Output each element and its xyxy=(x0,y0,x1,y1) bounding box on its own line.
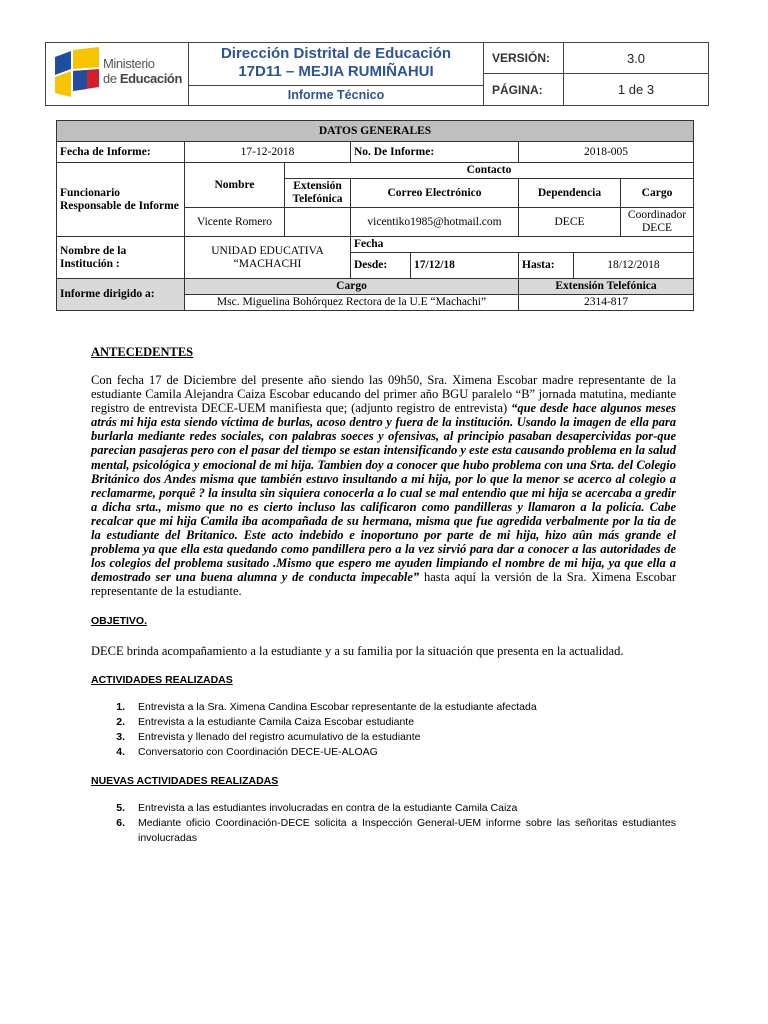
nombre-column-header: Nombre xyxy=(185,163,285,208)
desde-value: 17/12/18 xyxy=(411,253,519,279)
funcionario-nombre: Vicente Romero xyxy=(185,208,285,237)
list-item: 2. Entrevista a la estudiante Camila Caiza Escobar estudiante xyxy=(116,715,415,728)
antecedentes-paragraph xyxy=(91,373,676,599)
antecedentes-outro: hasta aquí la versión de la Sra. Ximena Escobar representante de la estudiante. xyxy=(91,570,676,599)
institucion-value-line2: “MACHACHI xyxy=(233,257,302,270)
hasta-value: 18/12/2018 xyxy=(574,253,694,279)
antecedentes-quote: “que desde hace algunos meses atrás mi hija esta siendo víctima de burlas, acoso dentro y fuera de la institución. Usando la imagen de ella para burlarla mediante redes sociales, con palabras soeces y ofensivas, al principio pasaban desapercividas por-que parecian pasajeras pero con el pasar del tiempo se estan intensificando y este esta causando problema en la salud mental, psicológica y emocional de mi hija. Tambien doy a conocer que hubo problema con una Srta. del Colegio Británico dos Andes misma que también estuvo insultando a mi hija, por lo que la menor se acerco al colegio a reclamarme, porquê ? la insulta sin siquiera conocerla a lo cual se mal entendio que mi hija se acercaba a gredir a dicha srta., mismo que no es cierto incluso las calificaron como pandilleras y llamaron a la policía. Cabe recalcar que mi hija Camila iba acompañada de su hermana, misma que fue agredida verbalmente por la tia de la estudiante del Britanico. Este acto indebido e inoportuno por parte de mi hija, hizo aûn más grande el problema ya que ella esta quedando como pandillera pero a la vez sirvió para dar a conocer a las autoridades de los colegios del problema susitado .Mismo que espero me ayuden limpiando el nombre de mi hija, ya que ella a demostrado ser una buena alumna y de conducta impecable” xyxy=(91,401,676,585)
actividades-list xyxy=(113,700,676,760)
logo-text-educacion: de Educación xyxy=(103,71,183,86)
no-informe-label: No. De Informe: xyxy=(351,142,519,163)
institucion-value xyxy=(185,237,351,279)
funcionario-correo: vicentiko1985@hotmail.com xyxy=(351,208,519,237)
document-header xyxy=(45,42,709,106)
fecha-informe-value: 17-12-2018 xyxy=(185,142,351,163)
fecha-informe-label: Fecha de Informe: xyxy=(57,142,185,163)
list-item: 1. Entrevista a la Sra. Ximena Candina Escobar representante de la estudiante afectada xyxy=(116,700,537,713)
version-label: VERSIÓN: xyxy=(484,43,564,74)
hasta-label: Hasta: xyxy=(519,253,574,279)
fecha-header: Fecha xyxy=(351,237,694,253)
page-label: PÁGINA: xyxy=(484,74,564,106)
antecedentes-intro: Con fecha 17 de Diciembre del presente año siendo las 09h50, Sra. Ximena Escobar madre representante de la estudiante Camila Alejandra Caiza Escobar educando del primer año BGU paralelo “B” jornada matutina, mediante registro de entrevista DECE-UEM manifiesta que; (adjunto registro de entrevista) xyxy=(91,373,676,416)
list-item: 3. Entrevista y llenado del registro acumulativo de la estudiante xyxy=(116,730,421,743)
objetivo-heading: OBJETIVO. xyxy=(91,614,148,627)
extension-column-header: Extensión Telefónica xyxy=(285,179,351,208)
cargo-column-header: Cargo xyxy=(621,179,694,208)
correo-column-header: Correo Electrónico xyxy=(351,179,519,208)
dependencia-column-header: Dependencia xyxy=(519,179,621,208)
objetivo-text: DECE brinda acompañamiento a la estudiante y a su familia por la situación que presenta en la actualidad. xyxy=(91,643,624,658)
logo-text-ministerio: Ministerio xyxy=(103,56,155,71)
title-informe-tecnico: Informe Técnico xyxy=(189,85,483,103)
funcionario-cargo: Coordinador DECE xyxy=(621,208,694,237)
document-title xyxy=(189,43,484,106)
nuevas-actividades-list xyxy=(113,801,676,846)
funcionario-extension xyxy=(285,208,351,237)
list-item: 4. Conversatorio con Coordinación DECE-UE-ALOAG xyxy=(116,745,378,758)
funcionario-label: Funcionario Responsable de Informe xyxy=(57,163,185,237)
datos-generales-table xyxy=(56,120,694,311)
dirigido-value: Msc. Miguelina Bohórquez Rectora de la U.E “Machachi” xyxy=(185,295,519,311)
list-item: 6. Mediante oficio Coordinación-DECE solicita a Inspección General-UEM informe sobre las señoritas estudiantes involucradas xyxy=(116,816,676,844)
nuevas-actividades-heading: NUEVAS ACTIVIDADES REALIZADAS xyxy=(91,774,279,787)
title-distrito: 17D11 – MEJIA RUMIÑAHUI xyxy=(238,63,434,80)
dirigido-label: Informe dirigido a: xyxy=(57,279,185,311)
institucion-value-line1: UNIDAD EDUCATIVA xyxy=(211,244,324,257)
ministry-logo xyxy=(46,43,189,106)
report-body xyxy=(91,345,676,846)
list-item: 5. Entrevista a las estudiantes involucradas en contra de la estudiante Camila Caiza xyxy=(116,801,518,814)
contacto-header: Contacto xyxy=(285,163,694,179)
actividades-heading: ACTIVIDADES REALIZADAS xyxy=(91,673,233,686)
cargo-header: Cargo xyxy=(185,279,519,295)
funcionario-dependencia: DECE xyxy=(519,208,621,237)
page-value: 1 de 3 xyxy=(564,74,709,106)
desde-label: Desde: xyxy=(351,253,411,279)
dirigido-extension-value: 2314-817 xyxy=(519,295,694,311)
antecedentes-heading: ANTECEDENTES xyxy=(91,345,194,359)
institucion-label: Nombre de la Institución : xyxy=(57,237,185,279)
title-direccion: Dirección Distrital de Educación xyxy=(220,45,452,62)
version-value: 3.0 xyxy=(564,43,709,74)
datos-generales-title: DATOS GENERALES xyxy=(57,121,694,142)
extension-header: Extensión Telefónica xyxy=(519,279,694,295)
ecuador-ministry-emblem-icon xyxy=(53,47,101,99)
no-informe-value: 2018-005 xyxy=(519,142,694,163)
